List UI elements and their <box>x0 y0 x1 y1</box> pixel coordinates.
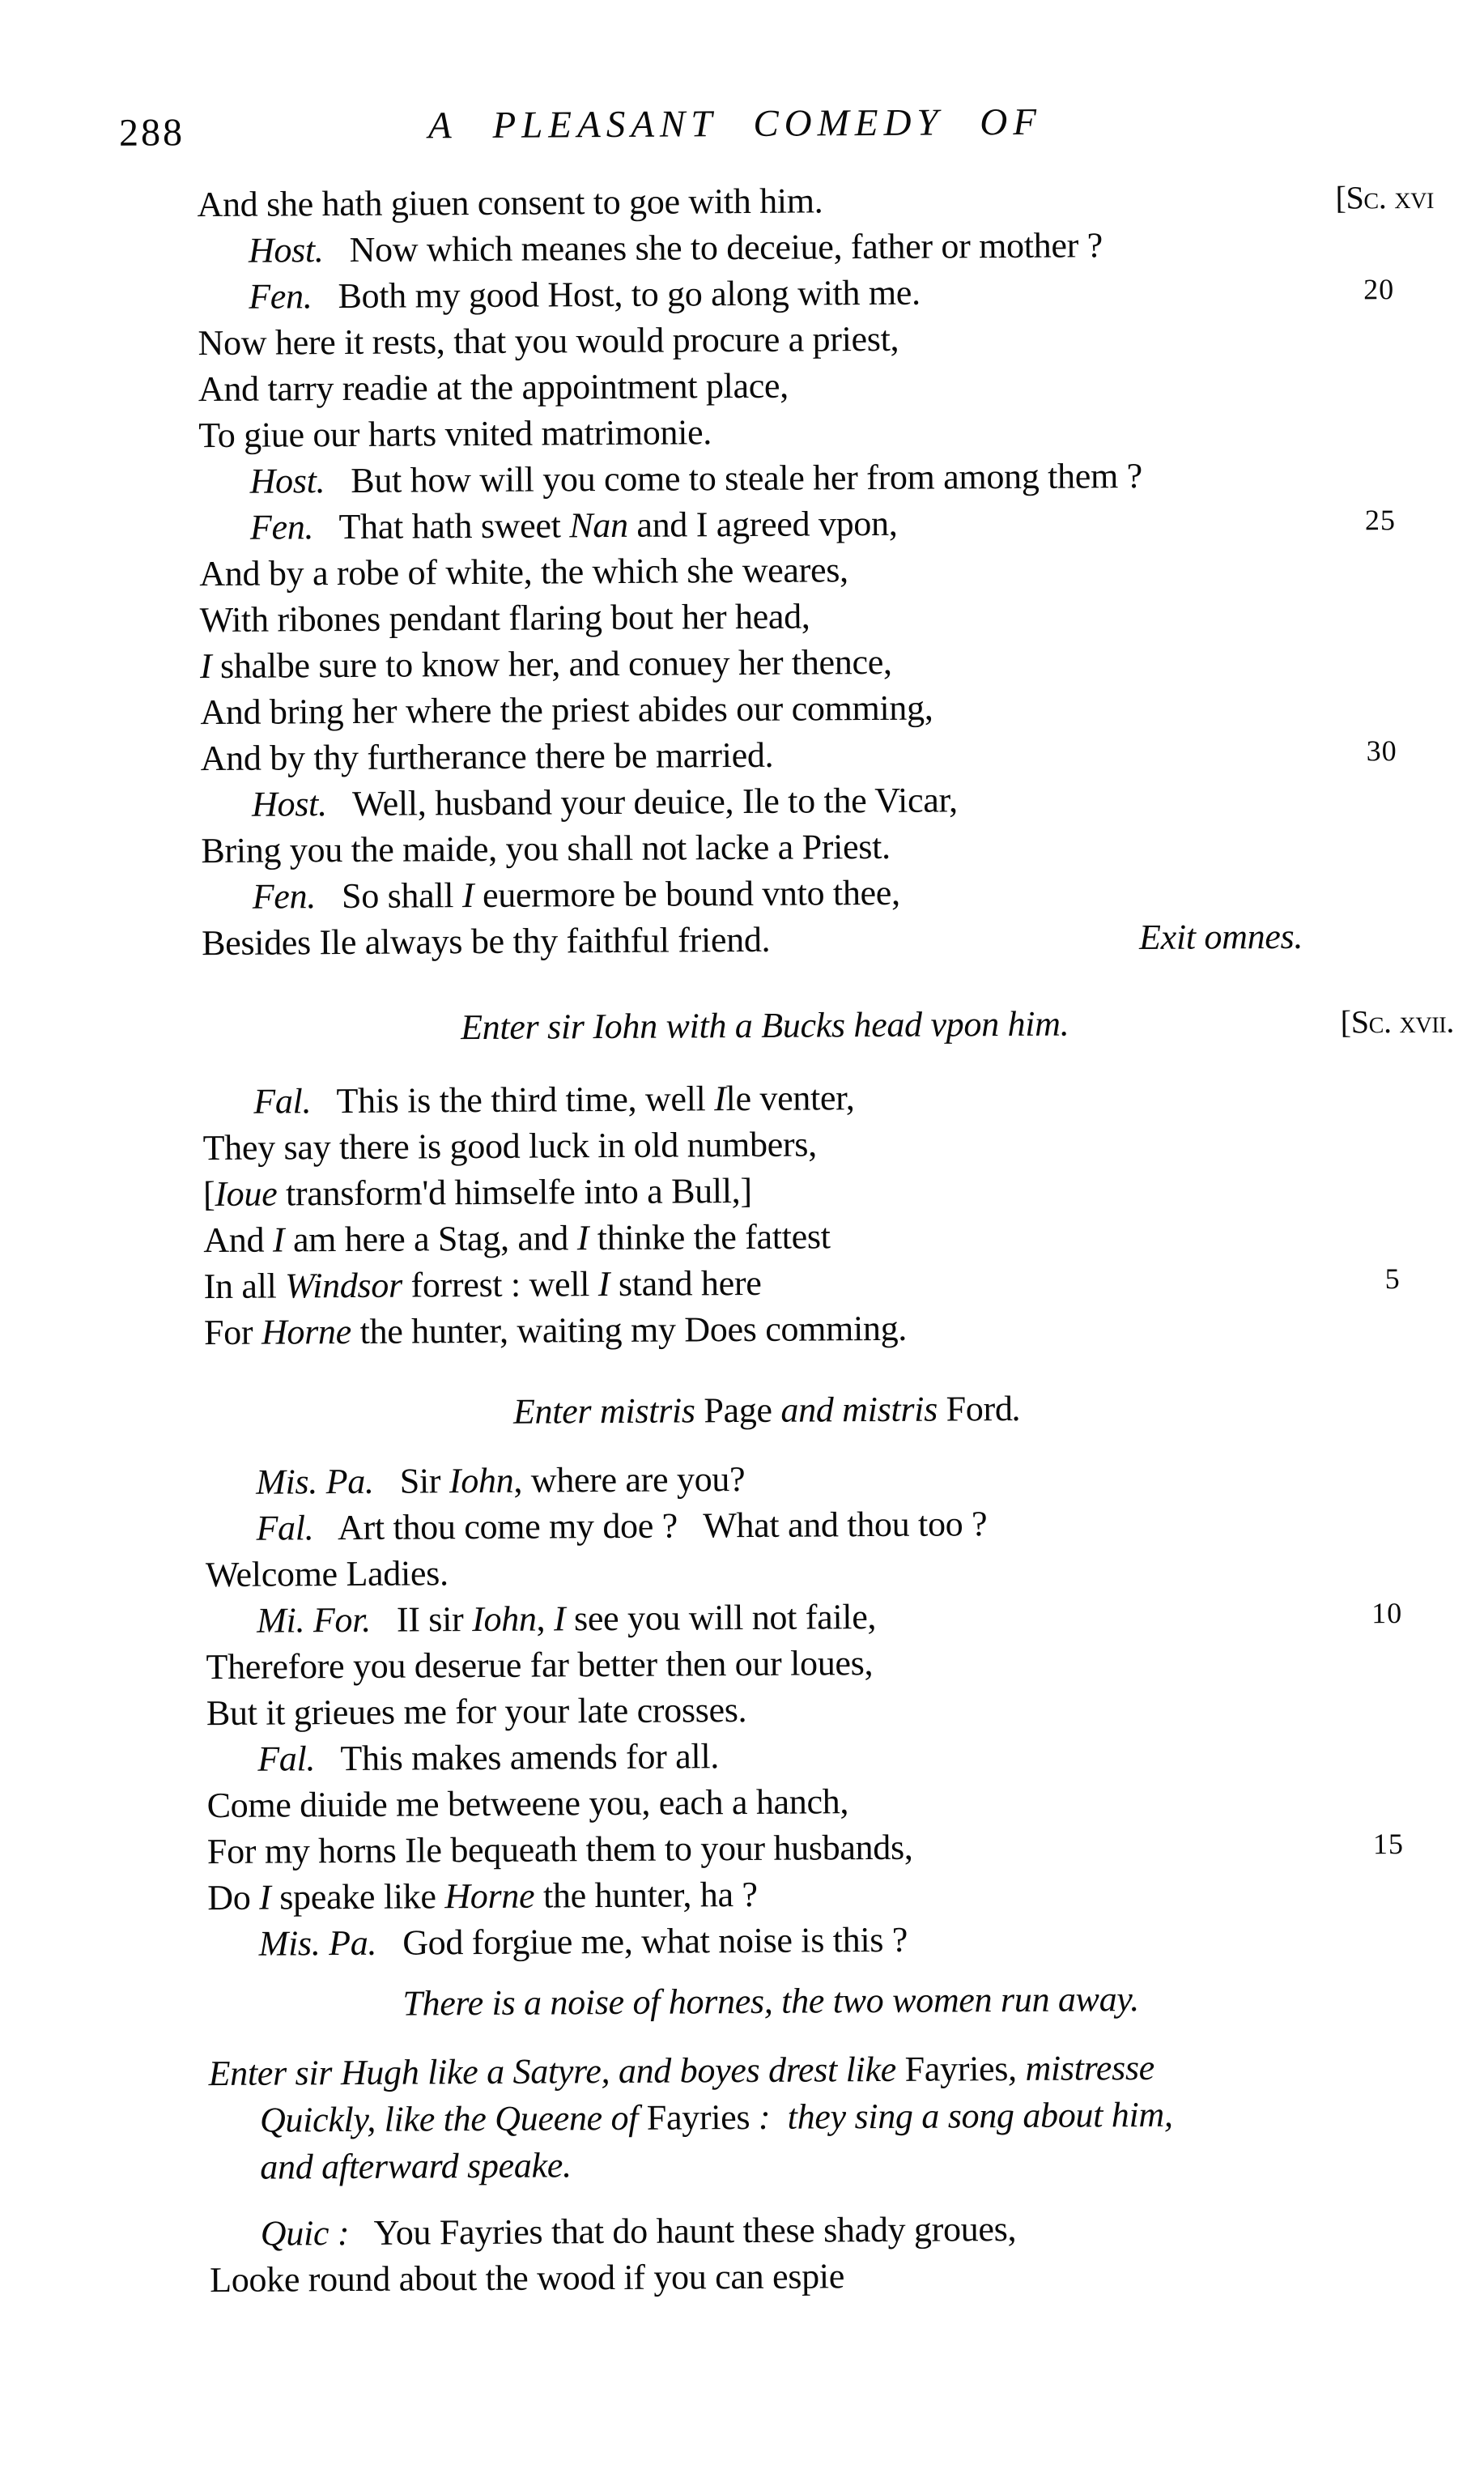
line-text: And tarry readie at the appointment place, <box>198 365 789 410</box>
margin-line-number: 10 <box>1371 1597 1403 1630</box>
line-text: Do I speake like Horne the hunter, ha ? <box>207 1874 758 1918</box>
line-text: Come diuide me betweene you, each a hanch, <box>206 1781 849 1826</box>
line-text: Mis. Pa. Sir Iohn, where are you? <box>256 1459 746 1502</box>
line-text: Quickly, like the Queene of Fayries : they sing a song about him, <box>259 2094 1173 2140</box>
stage-direction <box>8 1382 1484 1437</box>
line-text: Therefore you deserue far better then our loues, <box>206 1643 874 1688</box>
line-text: I shalbe sure to know her, and conuey her thence, <box>199 641 892 687</box>
line-text: [Ioue transform'd himselfe into a Bull,] <box>202 1170 752 1215</box>
margin-line-number: 20 <box>1363 273 1395 306</box>
line-text: In all Windsor forrest : well I stand here <box>203 1262 762 1307</box>
stage-direction <box>12 1973 1484 2028</box>
line-text: Fal. This makes amends for all. <box>257 1736 720 1779</box>
scene-marker: [Sc. xvii. <box>1340 1002 1455 1041</box>
line-text: And by a robe of white, the which she weares, <box>199 550 848 594</box>
line-text: And by thy furtherance there be married. <box>200 734 774 779</box>
line-text: Fen. So shall I euermore be bound vnto thee, <box>252 872 900 917</box>
margin-line-number: 30 <box>1366 734 1397 768</box>
line-text: For my horns Ile bequeath them to your husbands, <box>206 1827 913 1872</box>
margin-line-number: 25 <box>1364 504 1397 537</box>
verse-line <box>14 2249 1484 2304</box>
line-text: Bring you the maide, you shall not lacke a Priest. <box>201 826 891 871</box>
line-text: And bring her where the priest abides our comming, <box>200 687 933 733</box>
margin-line-number: 5 <box>1384 1262 1401 1296</box>
line-text: Fen. Both my good Host, to go along with me. <box>249 272 921 317</box>
running-title: A PLEASANT COMEDY OF <box>427 100 1043 147</box>
line-text: To giue our harts vnited matrimonie. <box>198 412 712 456</box>
line-text: Enter sir Iohn with a Bucks head vpon him. <box>460 1003 1069 1048</box>
line-text: Host. Now which meanes she to deceiue, father or mother ? <box>248 225 1103 270</box>
line-text: They say there is good luck in old numbers, <box>202 1124 817 1168</box>
line-text: For Horne the hunter, waiting my Does comming. <box>203 1308 908 1353</box>
page-body <box>1 173 1484 2304</box>
stage-direction <box>6 998 1484 1053</box>
line-text: and afterward speake. <box>260 2145 572 2187</box>
verse-line <box>8 1301 1484 1356</box>
line-text: Mi. For. II sir Iohn, I see you will not faile, <box>257 1597 877 1641</box>
line-text: Enter mistris Page and mistris Ford. <box>512 1388 1022 1432</box>
page-number: 288 <box>118 111 185 155</box>
line-text: Host. But how will you come to steale her from among them ? <box>249 455 1143 501</box>
verse-line <box>11 1913 1484 1968</box>
line-text: Welcome Ladies. <box>205 1553 449 1595</box>
line-text: And I am here a Stag, and I thinke the fattest <box>203 1216 831 1261</box>
line-text: Fal. This is the third time, well Ile venter, <box>253 1078 855 1122</box>
line-text: There is a noise of hornes, the two women run away. <box>402 1979 1139 2024</box>
margin-line-number: 15 <box>1372 1828 1405 1861</box>
line-text: Quic : You Fayries that do haunt these shady groues, <box>260 2208 1017 2254</box>
line-text: But it grieues me for your late crosses. <box>206 1690 747 1734</box>
verse-line <box>6 912 1484 967</box>
line-text: Looke round about the wood if you can espie <box>210 2256 845 2301</box>
line-text: Fen. That hath sweet Nan and I agreed vpon, <box>249 503 898 547</box>
scene-marker: [Sc. xvi <box>1335 178 1435 216</box>
line-text: With ribones pendant flaring bout her head, <box>199 596 810 641</box>
line-text: Now here it rests, that you would procure a priest, <box>198 318 899 364</box>
exit-direction: Exit omnes. <box>1138 916 1303 958</box>
line-text: Enter sir Hugh like a Satyre, and boyes drest like Fayries, mistresse <box>208 2047 1155 2094</box>
verse-line <box>13 2136 1484 2192</box>
line-text: And she hath giuen consent to goe with him. <box>197 181 823 225</box>
line-text: Mis. Pa. God forgiue me, what noise is this ? <box>258 1919 908 1964</box>
line-text: Besides Ile always be thy faithful friend. <box>201 919 771 964</box>
line-text: Host. Well, husband your deuice, Ile to the Vicar, <box>251 780 958 824</box>
line-text: Fal. Art thou come my doe ? What and thou too ? <box>256 1504 988 1548</box>
